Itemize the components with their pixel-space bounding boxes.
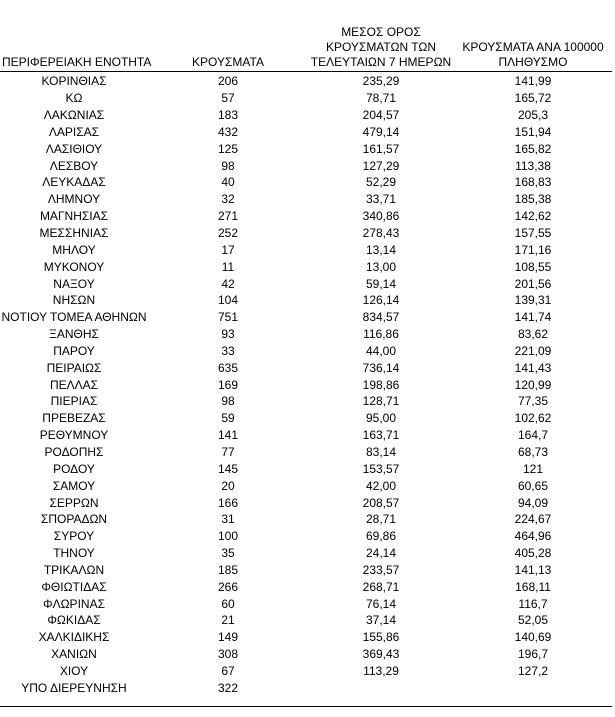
table-row [0, 679, 612, 696]
avg7-cell: 369,43 [362, 647, 400, 662]
table-row [0, 73, 612, 90]
table-row [0, 393, 612, 410]
cases-cell: 33 [221, 343, 235, 358]
avg7-cell: 233,57 [362, 562, 400, 577]
table-row [0, 561, 612, 578]
avg7-cell: 163,71 [362, 428, 400, 443]
per100k-cell: 113,38 [515, 158, 551, 173]
per100k-cell: 68,73 [517, 444, 549, 459]
header-cases [148, 22, 308, 71]
cases-cell: 40 [221, 175, 235, 190]
cases-cell: 11 [221, 259, 235, 274]
cases-cell: 57 [221, 91, 235, 106]
per100k-cell: 141,13 [514, 562, 552, 577]
cases-cell: 104 [217, 293, 239, 308]
table-row [0, 241, 612, 258]
per100k-cell: 139,31 [514, 293, 552, 308]
unit-cell: ΠΕΛΛΑΣ [49, 377, 99, 392]
unit-cell: ΦΘΙΩΤΙΔΑΣ [41, 579, 107, 594]
avg7-cell: 37,14 [365, 613, 397, 628]
per100k-cell: 140,69 [514, 630, 552, 645]
table-row [0, 528, 612, 545]
unit-cell: ΦΛΩΡΙΝΑΣ [43, 596, 105, 611]
per100k-cell: 141,74 [514, 310, 552, 325]
per100k-cell: 201,56 [514, 276, 552, 291]
table-row [0, 107, 612, 124]
avg7-cell: 76,14 [365, 596, 397, 611]
per100k-cell: 165,82 [514, 141, 552, 156]
avg7-cell: 153,57 [362, 461, 400, 476]
avg7-cell: 278,43 [362, 226, 400, 241]
header-line: ΚΡΟΥΣΜΑΤΑ ΑΝΑ 100000 [462, 40, 604, 54]
unit-cell: ΠΡΕΒΕΖΑΣ [42, 411, 106, 426]
avg7-cell: 126,14 [362, 293, 400, 308]
avg7-cell: 161,57 [362, 141, 400, 156]
unit-cell: ΤΡΙΚΑΛΩΝ [43, 562, 105, 577]
cases-cell: 32 [221, 192, 235, 207]
unit-cell: ΡΟΔΟΥ [53, 461, 95, 476]
avg7-cell: 198,86 [362, 377, 400, 392]
table-row [0, 494, 612, 511]
unit-cell: ΥΠΟ ΔΙΕΡΕΥΝΗΣΗ [21, 680, 127, 695]
cases-cell: 31 [221, 512, 235, 527]
cases-cell: 271 [217, 209, 239, 224]
per100k-cell: 168,11 [515, 579, 551, 594]
unit-cell: ΚΩ [65, 91, 83, 106]
unit-cell: ΛΑΡΙΣΑΣ [48, 124, 100, 139]
unit-cell: ΛΕΣΒΟΥ [49, 158, 99, 173]
cases-cell: 17 [221, 242, 235, 257]
cases-cell: 145 [217, 461, 239, 476]
avg7-cell: 479,14 [362, 124, 400, 139]
table-row [0, 629, 612, 646]
unit-cell: ΚΟΡΙΝΘΙΑΣ [41, 74, 107, 89]
header-line: ΚΡΟΥΣΜΑΤΑ [192, 55, 264, 69]
per100k-cell: 141,43 [514, 360, 552, 375]
cases-cell: 751 [217, 310, 239, 325]
avg7-cell: 95,00 [365, 411, 397, 426]
table-row [0, 595, 612, 612]
per100k-cell: 127,2 [517, 663, 549, 678]
unit-cell: ΜΕΣΣΗΝΙΑΣ [39, 226, 109, 241]
unit-cell: ΣΥΡΟΥ [53, 529, 95, 544]
unit-cell: ΞΑΝΘΗΣ [49, 327, 99, 342]
avg7-cell: 13,14 [365, 242, 397, 257]
header-avg7 [308, 22, 454, 71]
header-label [192, 55, 264, 70]
per100k-cell: 165,72 [514, 91, 552, 106]
per100k-cell: 60,65 [517, 478, 549, 493]
avg7-cell: 78,71 [365, 91, 397, 106]
per100k-cell: 205,3 [517, 108, 549, 123]
cases-cell: 35 [221, 546, 235, 561]
cases-cell: 125 [217, 141, 239, 156]
unit-cell: ΠΕΙΡΑΙΩΣ [46, 360, 102, 375]
table-row [0, 460, 612, 477]
unit-cell: ΡΟΔΟΠΗΣ [44, 444, 104, 459]
per100k-cell: 108,55 [514, 259, 552, 274]
cases-cell: 149 [217, 630, 239, 645]
avg7-cell: 13,00 [365, 259, 397, 274]
avg7-cell: 208,57 [362, 495, 400, 510]
avg7-cell: 340,86 [362, 209, 400, 224]
per100k-cell: 224,67 [514, 512, 552, 527]
table-row [0, 225, 612, 242]
unit-cell: ΝΑΞΟΥ [53, 276, 95, 291]
header-per100k [454, 22, 612, 71]
per100k-cell: 157,55 [514, 226, 552, 241]
header-unit [0, 22, 152, 71]
header-line: ΚΡΟΥΣΜΑΤΩΝ ΤΩΝ [325, 40, 437, 54]
avg7-cell: 235,29 [362, 74, 400, 89]
unit-cell: ΧΑΝΙΩΝ [51, 647, 97, 662]
cases-cell: 21 [221, 613, 235, 628]
table-row [0, 444, 612, 461]
per100k-cell: 121 [522, 461, 544, 476]
avg7-cell: 59,14 [365, 276, 397, 291]
per100k-cell: 77,35 [517, 394, 549, 409]
avg7-cell: 128,71 [362, 394, 400, 409]
unit-cell: ΣΕΡΡΩΝ [49, 495, 99, 510]
cases-cell: 166 [217, 495, 239, 510]
unit-cell: ΛΑΣΙΘΙΟΥ [45, 141, 103, 156]
avg7-cell: 33,71 [365, 192, 397, 207]
cases-cell: 93 [221, 327, 235, 342]
table-row [0, 124, 612, 141]
table-header [0, 22, 612, 72]
per100k-cell: 405,28 [514, 546, 552, 561]
table-row [0, 208, 612, 225]
bottom-rule [0, 706, 612, 707]
cases-cell: 266 [217, 579, 239, 594]
unit-cell: ΤΗΝΟΥ [53, 546, 95, 561]
per100k-cell: 171,16 [514, 242, 552, 257]
per100k-cell: 102,62 [514, 411, 552, 426]
avg7-cell: 204,57 [362, 108, 400, 123]
table-row [0, 511, 612, 528]
table-row [0, 427, 612, 444]
table-row [0, 646, 612, 663]
cases-table [0, 22, 612, 696]
cases-cell: 60 [221, 596, 235, 611]
table-row [0, 309, 612, 326]
table-row [0, 477, 612, 494]
per100k-cell: 151,94 [514, 124, 552, 139]
cases-cell: 183 [217, 108, 239, 123]
table-row [0, 343, 612, 360]
table-row [0, 663, 612, 680]
table-row [0, 275, 612, 292]
per100k-cell: 185,38 [514, 192, 552, 207]
table-row [0, 258, 612, 275]
unit-cell: ΣΑΜΟΥ [52, 478, 96, 493]
unit-cell: ΧΙΟΥ [59, 663, 89, 678]
header-line: ΜΕΣΟΣ ΟΡΟΣ [341, 25, 421, 39]
unit-cell: ΡΕΘΥΜΝΟΥ [39, 428, 109, 443]
header-label [2, 55, 151, 70]
table-row [0, 410, 612, 427]
avg7-cell: 83,14 [365, 444, 397, 459]
per100k-cell: 164,7 [517, 428, 549, 443]
unit-cell: ΣΠΟΡΑΔΩΝ [40, 512, 108, 527]
unit-cell: ΠΑΡΟΥ [53, 343, 95, 358]
cases-cell: 141 [217, 428, 239, 443]
unit-cell: ΧΑΛΚΙΔΙΚΗΣ [38, 630, 110, 645]
avg7-cell: 69,86 [365, 529, 397, 544]
per100k-cell: 52,05 [517, 613, 549, 628]
cases-cell: 98 [221, 158, 235, 173]
header-label [462, 40, 603, 70]
per100k-cell: 168,83 [514, 175, 552, 190]
table-row [0, 140, 612, 157]
table-row [0, 191, 612, 208]
per100k-cell: 116,7 [518, 596, 548, 611]
table-row [0, 612, 612, 629]
cases-cell: 98 [221, 394, 235, 409]
cases-cell: 100 [217, 529, 239, 544]
unit-cell: ΦΩΚΙΔΑΣ [47, 613, 101, 628]
header-line: ΠΕΡΙΦΕΡΕΙΑΚΗ ΕΝΟΤΗΤΑ [2, 55, 152, 69]
cases-cell: 252 [217, 226, 239, 241]
table-row [0, 157, 612, 174]
unit-cell: ΝΟΤΙΟΥ ΤΟΜΕΑ ΑΘΗΝΩΝ [1, 310, 147, 325]
table-body [0, 73, 612, 696]
unit-cell: ΛΗΜΝΟΥ [47, 192, 101, 207]
per100k-cell: 94,09 [517, 495, 549, 510]
table-row [0, 90, 612, 107]
cases-cell: 59 [221, 411, 235, 426]
per100k-cell: 142,62 [514, 209, 552, 224]
per100k-cell: 120,99 [514, 377, 552, 392]
avg7-cell: 736,14 [362, 360, 400, 375]
header-line: ΠΛΗΘΥΣΜΟ [498, 55, 568, 69]
cases-cell: 169 [217, 377, 239, 392]
unit-cell: ΝΗΣΩΝ [52, 293, 96, 308]
per100k-cell: 196,7 [517, 647, 549, 662]
unit-cell: ΜΑΓΝΗΣΙΑΣ [39, 209, 109, 224]
avg7-cell: 127,29 [362, 158, 400, 173]
cases-cell: 42 [221, 276, 235, 291]
unit-cell: ΜΥΚΟΝΟΥ [43, 259, 105, 274]
table-row [0, 174, 612, 191]
avg7-cell: 24,14 [365, 546, 397, 561]
header-label [311, 25, 451, 70]
table-row [0, 376, 612, 393]
avg7-cell: 116,86 [363, 327, 399, 342]
per100k-cell: 83,62 [517, 327, 549, 342]
unit-cell: ΛΑΚΩΝΙΑΣ [43, 108, 105, 123]
cases-cell: 77 [221, 444, 235, 459]
per100k-cell: 464,96 [514, 529, 552, 544]
per100k-cell: 221,09 [514, 343, 552, 358]
cases-cell: 322 [217, 680, 239, 695]
avg7-cell: 28,71 [365, 512, 397, 527]
cases-cell: 185 [217, 562, 239, 577]
avg7-cell: 42,00 [365, 478, 397, 493]
avg7-cell: 268,71 [362, 579, 400, 594]
header-line: ΤΕΛΕΥΤΑΙΩΝ 7 ΗΜΕΡΩΝ [310, 55, 452, 69]
table-row [0, 326, 612, 343]
avg7-cell: 52,29 [365, 175, 397, 190]
avg7-cell: 44,00 [365, 343, 397, 358]
table-row [0, 578, 612, 595]
cases-cell: 206 [217, 74, 239, 89]
cases-cell: 432 [217, 124, 239, 139]
unit-cell: ΠΙΕΡΙΑΣ [50, 394, 98, 409]
avg7-cell: 155,86 [362, 630, 400, 645]
table-row [0, 359, 612, 376]
table-row [0, 292, 612, 309]
unit-cell: ΛΕΥΚΑΔΑΣ [42, 175, 106, 190]
per100k-cell: 141,99 [514, 74, 552, 89]
cases-cell: 20 [221, 478, 235, 493]
unit-cell: ΜΗΛΟΥ [52, 242, 96, 257]
cases-cell: 67 [221, 663, 235, 678]
cases-cell: 635 [217, 360, 239, 375]
avg7-cell: 834,57 [362, 310, 400, 325]
table-row [0, 545, 612, 562]
cases-cell: 308 [217, 647, 239, 662]
avg7-cell: 113,29 [363, 663, 399, 678]
